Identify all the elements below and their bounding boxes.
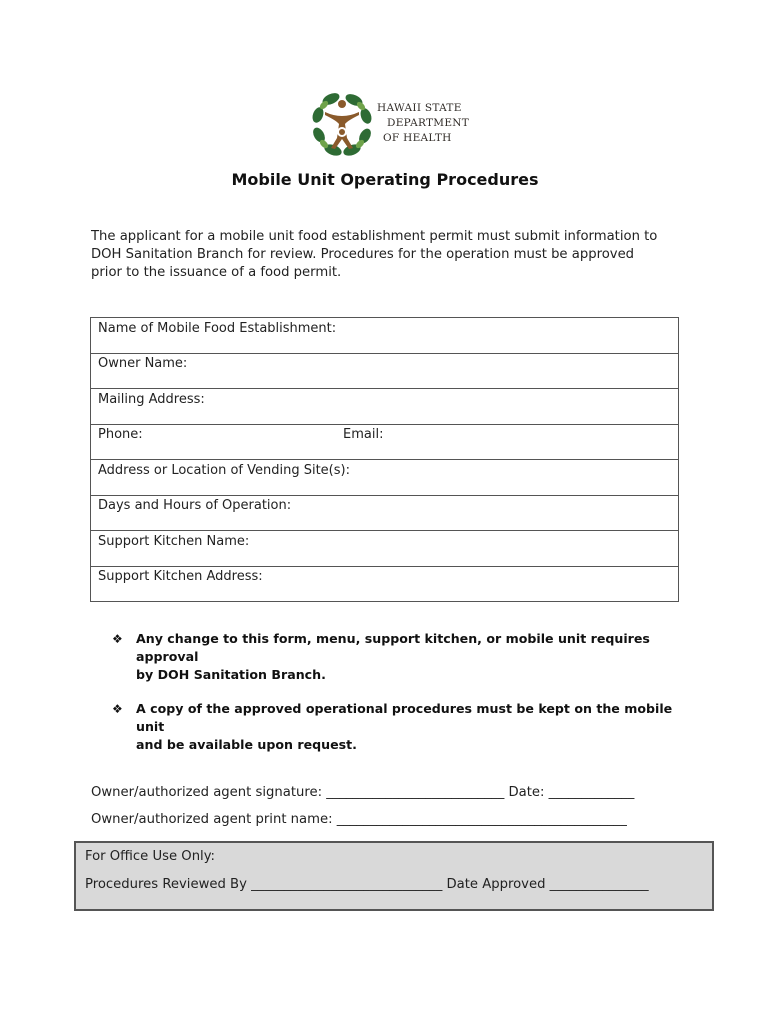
vending-site-field[interactable]: [91, 460, 678, 496]
office-use-box: [74, 841, 714, 911]
bullet-line-2: by DOH Sanitation Branch.: [136, 667, 326, 682]
page-title: Mobile Unit Operating Procedures: [231, 170, 539, 189]
establishment-info-table: [90, 317, 679, 602]
office-review-line: Procedures Reviewed By _____________________________ Date Approved _______________: [85, 877, 649, 892]
field-label: Support Kitchen Name:: [98, 534, 250, 549]
list-item: [112, 630, 682, 684]
field-label: Owner Name:: [98, 356, 188, 371]
field-label: Support Kitchen Address:: [98, 569, 263, 584]
print-name-line[interactable]: Owner/authorized agent print name: ____________________________________________: [91, 812, 627, 827]
office-use-title: For Office Use Only:: [85, 849, 215, 864]
field-label: Mailing Address:: [98, 392, 205, 407]
hours-of-operation-field[interactable]: [91, 495, 678, 531]
intro-line-3: prior to the issuance of a food permit.: [91, 265, 342, 280]
establishment-name-field[interactable]: [91, 318, 678, 354]
diamond-bullet-icon: ❖: [112, 702, 123, 716]
intro-line-2: DOH Sanitation Branch for review. Procedures for the operation must be approved: [91, 247, 635, 262]
field-label: Days and Hours of Operation:: [98, 498, 292, 513]
phone-email-field[interactable]: [91, 424, 678, 460]
intro-paragraph: [91, 228, 681, 282]
logo-line-2: DEPARTMENT: [387, 117, 470, 129]
field-label: Name of Mobile Food Establishment:: [98, 321, 337, 336]
owner-name-field[interactable]: [91, 353, 678, 389]
email-label: Email:: [343, 427, 384, 442]
bullet-line-1: Any change to this form, menu, support kitchen, or mobile unit requires approval: [136, 631, 650, 664]
logo-wordmark: [377, 101, 469, 146]
signature-line[interactable]: Owner/authorized agent signature: ___________________________ Date: _____________: [91, 785, 635, 800]
phone-label: Phone:: [98, 427, 143, 442]
list-item: [112, 700, 682, 754]
hawaii-doh-logo: [311, 90, 471, 158]
support-kitchen-name-field[interactable]: [91, 531, 678, 567]
bullet-line-1: A copy of the approved operational procedures must be kept on the mobile unit: [136, 701, 673, 734]
logo-line-3: OF HEALTH: [383, 132, 452, 144]
support-kitchen-address-field[interactable]: [91, 566, 678, 602]
bullet-line-2: and be available upon request.: [136, 737, 357, 752]
intro-line-1: The applicant for a mobile unit food establishment permit must submit information to: [91, 229, 658, 244]
doh-emblem-icon: [311, 90, 373, 158]
notice-list: [112, 630, 682, 770]
diamond-bullet-icon: ❖: [112, 632, 123, 646]
field-label: Address or Location of Vending Site(s):: [98, 463, 350, 478]
logo-line-1: HAWAII STATE: [377, 102, 462, 114]
mailing-address-field[interactable]: [91, 389, 678, 425]
